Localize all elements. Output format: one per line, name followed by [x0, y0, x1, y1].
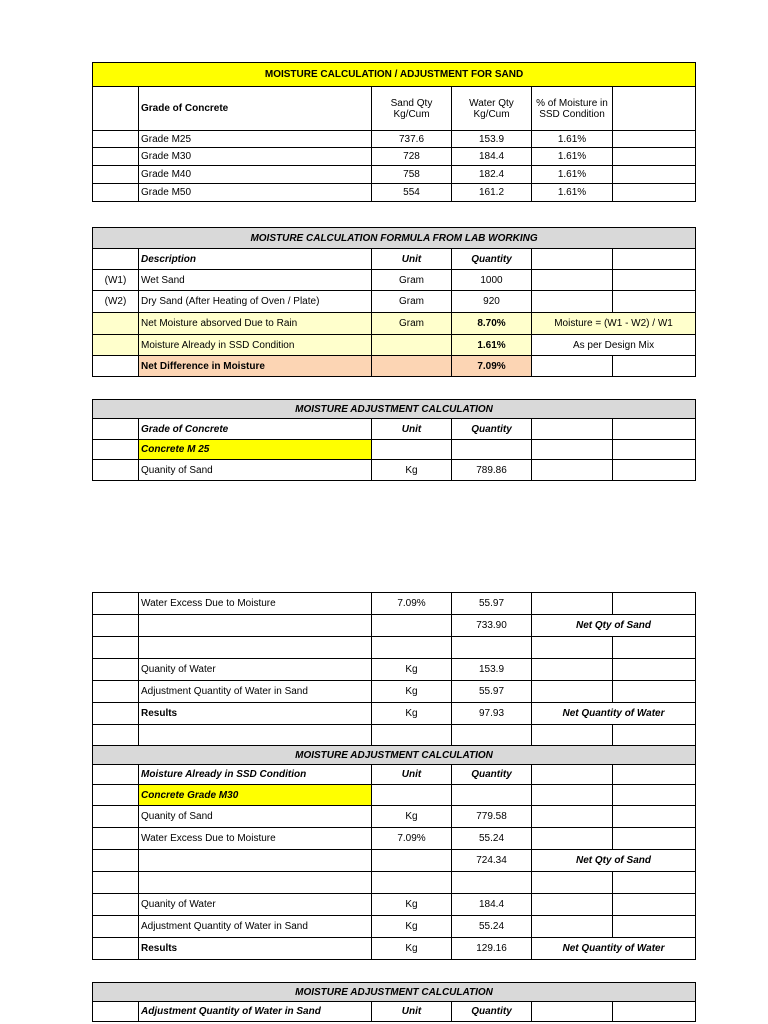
table-title: MOISTURE ADJUSTMENT CALCULATION	[93, 400, 696, 419]
concrete-grade-label: Concrete M 25	[139, 440, 372, 460]
column-header-quantity: Quantity	[452, 1002, 532, 1022]
column-header-unit: Unit	[372, 249, 452, 270]
concrete-grade-label: Concrete Grade M30	[139, 785, 372, 806]
table-row: Adjustment Quantity of Water in Sand Kg 55.24	[93, 916, 696, 938]
table-row: Water Excess Due to Moisture 7.09% 55.24	[93, 828, 696, 850]
final-adjustment-table	[92, 982, 696, 1022]
column-header-unit: Unit	[372, 1002, 452, 1022]
column-header-water: Water Qty Kg/Cum	[452, 87, 532, 131]
table-row: Quanity of Water Kg 184.4	[93, 894, 696, 916]
column-header-quantity: Quantity	[452, 765, 532, 785]
m30-adjustment-table	[92, 745, 696, 960]
table-row: Net Difference in Moisture 7.09%	[93, 356, 696, 377]
table-row: Adjustment Quantity of Water in Sand Kg 55.97	[93, 681, 696, 703]
table-row: Quanity of Sand Kg 779.58	[93, 806, 696, 828]
table-row: Quanity of Water Kg 153.9	[93, 659, 696, 681]
table-row	[93, 785, 696, 806]
table-row: Water Excess Due to Moisture 7.09% 55.97	[93, 593, 696, 615]
table-row: Moisture Already in SSD Condition 1.61% As per Design Mix	[93, 335, 696, 356]
table-row: Grade M30 728 184.4 1.61%	[93, 148, 696, 166]
column-header-sand: Sand Qty Kg/Cum	[372, 87, 452, 131]
table-row: Grade M40 758 182.4 1.61%	[93, 166, 696, 184]
table-title: MOISTURE CALCULATION / ADJUSTMENT FOR SAND	[93, 63, 696, 87]
table-row: (W1) Wet Sand Gram 1000	[93, 270, 696, 291]
table-row: Grade M50 554 161.2 1.61%	[93, 184, 696, 202]
table-title: MOISTURE CALCULATION FORMULA FROM LAB WORKING	[93, 228, 696, 249]
table-title: MOISTURE ADJUSTMENT CALCULATION	[93, 983, 696, 1002]
column-header-unit: Unit	[372, 419, 452, 440]
table-row: 724.34 Net Qty of Sand	[93, 850, 696, 872]
column-header-quantity: Quantity	[452, 419, 532, 440]
column-header-unit: Unit	[372, 765, 452, 785]
column-header-grade: Grade of Concrete	[139, 87, 372, 131]
column-header-description: Moisture Already in SSD Condition	[139, 765, 372, 785]
table-row: Results Kg 129.16 Net Quantity of Water	[93, 938, 696, 960]
table-row: Net Moisture absorved Due to Rain Gram 8.70% Moisture = (W1 - W2) / W1	[93, 313, 696, 335]
column-header-description: Description	[139, 249, 372, 270]
m25-continuation-table	[92, 592, 696, 746]
table-row: Results Kg 97.93 Net Quantity of Water	[93, 703, 696, 725]
column-header-description: Adjustment Quantity of Water in Sand	[139, 1002, 372, 1022]
table-row: Quanity of Sand Kg 789.86	[93, 460, 696, 481]
column-header-grade: Grade of Concrete	[139, 419, 372, 440]
table-row: (W2) Dry Sand (After Heating of Oven / Plate) Gram 920	[93, 291, 696, 313]
column-header-quantity: Quantity	[452, 249, 532, 270]
table-row: 733.90 Net Qty of Sand	[93, 615, 696, 637]
table-title: MOISTURE ADJUSTMENT CALCULATION	[93, 746, 696, 765]
sand-moisture-table	[92, 62, 696, 202]
table-row	[93, 440, 696, 460]
lab-formula-table	[92, 227, 696, 377]
column-header-moisture: % of Moisture in SSD Condition	[532, 87, 613, 131]
m25-adjustment-table	[92, 399, 696, 481]
table-row: Grade M25 737.6 153.9 1.61%	[93, 131, 696, 148]
